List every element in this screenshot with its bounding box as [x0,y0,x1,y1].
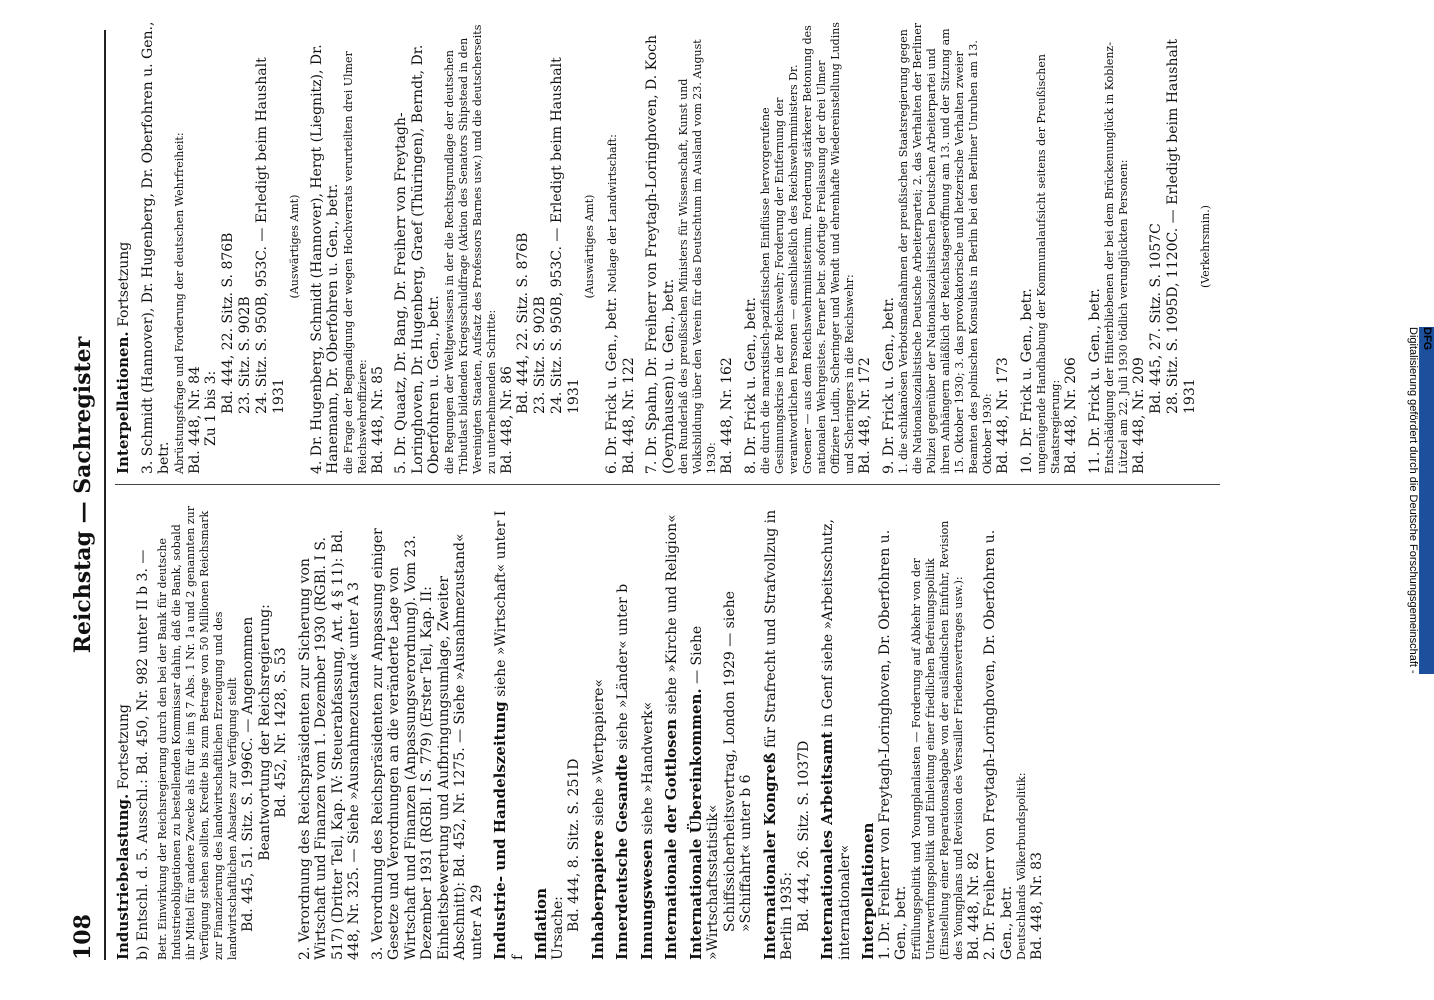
entry-text: 2. Dr. Freiherr von Freytagh-Loringhoven, Dr. Oberfohren u. Gen., betr. [982,529,1015,960]
entry-small-text: die durch die marxistisch-pazifistischen Einflüsse hervorgerufene Gesinnungskrise in der Reichswehr; Forderung der Entfernung der verantwortlichen Personen — einschließlich des Reichswehrministers Dr. Groener — aus dem Reichswehrministerium. Forderung stärkerer Betonung des nationalen Wehrgeistes. Ferner betr. sofortige Freilassung der drei Ulmer Offiziere Ludin, Scheringer und Wendt und ehrenhafte Wiedereinstellung Ludins und Scheringers in die Reichswehr: [759,22,856,474]
entry-small-text: Abrüstungsfrage und Forderung der deutschen Wehrfreiheit: [172,132,186,474]
index-entry [614,505,632,960]
entry-small-text: die Frage der Begnadigung der wegen Hochverrats verurteilten drei Ulmer Reichswehroffiziere: [341,51,369,474]
index-entry [860,505,1046,960]
entry-text: b) Entschl. d. 5. Ausschl.: Bd. 450, Nr. 982 unter II b 3. — [134,549,151,960]
entry-small-text: Notlage der Landwirtschaft: [606,134,619,293]
entry-keyword: Internationaler Kongreß [760,752,779,960]
entry-reference: Bd. 444, 8. Sitz. S. 251D [566,758,582,932]
index-entry [115,505,290,960]
entry-text: für Strafrecht und Strafvollzug in Berlin 1935: [762,509,795,960]
entry-small-text: (Verkehrsmin.) [1198,205,1212,288]
entry-reference: Bd. 445, 51. Sitz. S. 1996C. — Angenommen [240,616,256,932]
entry-text: 6. Dr. Frick u. Gen., betr. [604,297,620,474]
entry-text: in Genf siehe »Arbeitsschutz, internationaler« [820,519,853,960]
continuation-note: Fortsetzung [116,704,132,790]
entry-reference: Bd. 448, Nr. 84 [186,366,203,474]
entry-reference: Bd. 448, Nr. 86 [498,366,515,474]
index-entry [639,505,657,960]
right-column [115,19,1220,485]
index-entry: 3. Verordnung des Reichspräsidenten zur Anpassung einiger Gesetze und Verordnungen an die veränderte Lage von Wirtschaft und Finanzen (Anpassungsverordnung). Vom 23. Dezember 1931 (RGBl. I S. 779) (Erster Teil, Kap. II: Einheitsbewertung und Aufbringungsumlage, Zweiter Abschnitt): Bd. 452, Nr. 1275. — Siehe »Ausnahmezustand« unter A 29 [369,528,485,960]
entry-small-text: (Auswärtiges Amt) [287,194,301,299]
entry-reference: Bd. 448, Nr. 122 [620,357,637,474]
entry-text: 3. Schmidt (Hannover), Dr. Hugenberg, Dr. Oberfohren u. Gen., betr. [139,21,172,474]
entry-keyword: Interpellationen [859,822,877,960]
index-entry [533,505,583,960]
entry-small-text: Betr. Einwirkung der Reichsregierung durch den bei der Bank für deutsche Industrieobligationen zu bestellenden Kommissar dahin, daß die Bank, sobald ihr Mittel für andere Zwecke als für die im § 7 Abs. 1 Nr. 1a und 2 genannten zur Verfügung stehen sollten, Kredite bis zum Betrage von 50 Millionen Reichsmark zur Finanzierung des landwirtschaftlichen Erzeugung und des landwirtschaftlichen Absatzes zur Verfügung stellt [156,506,239,960]
entry-keyword: Internationale der Gottlosen [662,718,680,960]
entry-small-text: (Auswärtiges Amt) [583,194,596,299]
entry-reference: Bd. 448, Nr. 85 [369,366,386,474]
entry-keyword: Innerdeutsche Gesandte [613,754,631,960]
page-number: 108 [70,914,96,960]
entry-reference: 23. Sitz. S. 902B [532,296,548,414]
entry-text: 1. Dr. Freiherr von Freytagh-Loringhoven, Dr. Oberfohren u. Gen., betr. [876,529,909,960]
entry-keyword: Industrie- und Handelszeitung [491,701,509,960]
index-entry: 2. Verordnung des Reichspräsidenten zur Sicherung von Wirtschaft und Finanzen vom 1. Dezember 1930 (RGBl. I S. 517) (Dritter Teil, Kap. IV: Steuerabfassung, Art. 4 § 11): Bd. 448, Nr. 325. — Siehe »Ausnahmezustand« unter A 3 [296,529,362,960]
entry-text: Ursache: [549,896,566,960]
entry-reference: Bd. 444, 22. Sitz. S. 876B [515,232,531,414]
dfg-logo: DFG [1419,327,1434,674]
index-entry [590,505,608,960]
entry-text: siehe »Kirche und Religion« [664,514,680,715]
entry-reference: Bd. 452, Nr. 1428, S. 53 [273,647,289,818]
entry-text: 10. Dr. Frick u. Gen., betr. [1018,288,1035,474]
entry-keyword: Internationale Übereinkommen. [686,688,705,960]
entry-reference: 24. Sitz. S. 950B, 953C. — Erledigt beim Haushalt 1931 [549,57,582,414]
entry-reference: Bd. 444, 22. Sitz. S. 876B [219,232,236,414]
interpellation-item [644,19,736,474]
entry-reference: Bd. 448, Nr. 83 [1029,852,1045,960]
index-entry [762,505,813,960]
entry-keyword: Interpellationen. [114,331,132,474]
entry-reference: Bd. 448, Nr. 209 [1131,357,1147,474]
interpellation-item [743,19,874,474]
index-entry [819,505,853,960]
interpellation-item [604,19,637,474]
entry-text: siehe »Wirtschaft« unter I f [493,510,526,960]
entry-text: Beantwortung der Reichsregierung: [256,604,273,861]
interpellation-item [309,19,387,474]
entry-reference: 28. Sitz. S. 1095D, 1120C. — Erledigt beim Haushalt 1931 [1164,39,1198,414]
index-entry [492,505,526,960]
entry-text: 5. Dr. Quaatz, Dr. Bang, Dr. Freiherr von Freytagh-Loringhoven, Dr. Hugenberg, Graef (Thüringen), Berndt, Dr. Oberfohren u. Gen., betr. [393,44,442,474]
interpellation-item [140,19,302,474]
entry-keyword: Inhaberpapiere [588,830,607,960]
header-rule [104,30,106,960]
entry-text: Zu 1 bis 3: [203,370,219,446]
running-title: Reichstag — Sachregister [70,336,96,654]
entry-text: 9. Dr. Frick u. Gen., betr. [880,297,897,474]
entry-small-text: 1. die schikanösen Verbotsmaßnahmen der preußischen Staatsregierung gegen die Nationalsozialistische Deutsche Arbeiterpartei; 2. das Verhalten der Berliner Polizei gegenüber der Nationalsozialistischen Deutschen Arbeiterpartei und ihren Anhängern anläßlich der Reichstagseröffnung am 13. und der Sitzung am 15. Oktober 1930; 3. das provokatorische und hetzerische Verhalten zweier Beamten des polnischen Konsulats in Berlin bei den Berliner Unruhen am 13. Oktober 1930: [897,23,994,474]
interpellation-item [1019,19,1080,474]
entry-small-text: Erfüllungspolitik und Youngplanlasten — Forderung auf Abkehr von der Unterwerfungspolitik und Einleitung einer friedlichen Befreiungspolitik (Einstellung einer Reparationsabgabe von der ausländischen Einfuhr, Revision des Youngplans und Revision des Versailler Friedensvertrages usw.): [909,520,965,960]
rotated-page [60,0,1350,1000]
dfg-attribution [1407,8,1433,992]
attribution-text [1407,327,1434,674]
entry-keyword: Internationales Arbeitsamt [818,731,836,960]
entry-text: 7. Dr. Spahn, Dr. Freiherr von Freytagh-Loringhoven, D. Koch (Oeynhausen) u. Gen., betr. [644,34,677,474]
interpellation-item [393,19,597,474]
entry-keyword: Innungswesen [637,839,656,960]
entry-text: 8. Dr. Frick u. Gen., betr. [742,297,759,474]
interpellation-item [1087,19,1213,474]
entry-reference: Bd. 444, 26. Sitz. S. 1037D [795,740,812,932]
entry-keyword: Inflation [532,887,550,960]
interpellation-item [881,19,1012,474]
left-column [115,505,1053,960]
entry-reference: Bd. 448, Nr. 162 [719,357,735,474]
entry-small-text: die Regungen der Weltgewissens in der die Rechtsgrundlage der deutschen Tributlast bildenden Kriegsschuldfrage (Aktion des Senators Shipstead in den Vereinigten Staaten, Aufsatz des Professors Barnes usw.) und die deutscherseits zu unternehmenden Schritte: [442,24,498,474]
entry-small-text: den Runderlaß des preußischen Ministers für Wissenschaft, Kunst und Volksbildung über den Verein für das Deutschtum im Ausland vom 23. August 1930: [677,39,718,474]
entry-text: siehe »Wertpapiere« [590,678,607,826]
entry-reference: 23. Sitz. S. 902B [236,296,253,414]
entry-reference: Bd. 448, Nr. 173 [995,357,1011,474]
entry-text: 4. Dr. Hugenberg, Schmidt (Hannover), Hergt (Liegnitz), Dr. Hanemann, Dr. Oberfohren u. Gen., betr. [308,44,341,474]
index-entry [688,505,755,960]
entry-reference: Bd. 448, Nr. 206 [1063,357,1079,474]
entry-small-text: Entschädigung der Hinterbliebenen der bei dem Brückenunglück in Koblenz-Lützel am 22. Juli 1930 tödlich verunglückten Personen: [1103,42,1130,474]
entry-text: siehe »Handwerk« [639,701,656,835]
entry-text: — Siehe »Wirtschaftsstatistik« [688,625,721,960]
index-entry [115,19,133,474]
entry-reference: 24. Sitz. S. 950B, 953C. — Erledigt beim Haushalt 1931 [253,57,287,414]
entry-small-text: Deutschlands Völkerbundspolitik: [1015,772,1028,960]
entry-text: siehe »Länder« unter b [615,583,631,750]
entry-reference: Bd. 448, Nr. 82 [965,852,982,960]
entry-text: 11. Dr. Frick u. Gen., betr. [1086,288,1103,474]
entry-text: Schiffssicherheitsvertrag, London 1929 — siehe »Schiffahrt« unter b 6 [721,591,754,932]
entry-keyword: Industriebelastung. [114,793,132,960]
entry-reference: Bd. 445, 27. Sitz. S. 1057C [1147,223,1164,414]
entry-reference: Bd. 448, Nr. 172 [857,357,873,474]
attribution-label: Digitalisierung gefördert durch die Deutsche Forschungsgemeinschaft - [1407,326,1419,674]
continuation-note: Fortsetzung [116,241,132,327]
entry-small-text: ungenügende Handhabung der Kommunalaufsicht seitens der Preußischen Staatsregierung: [1035,54,1062,474]
index-entry [663,505,681,960]
